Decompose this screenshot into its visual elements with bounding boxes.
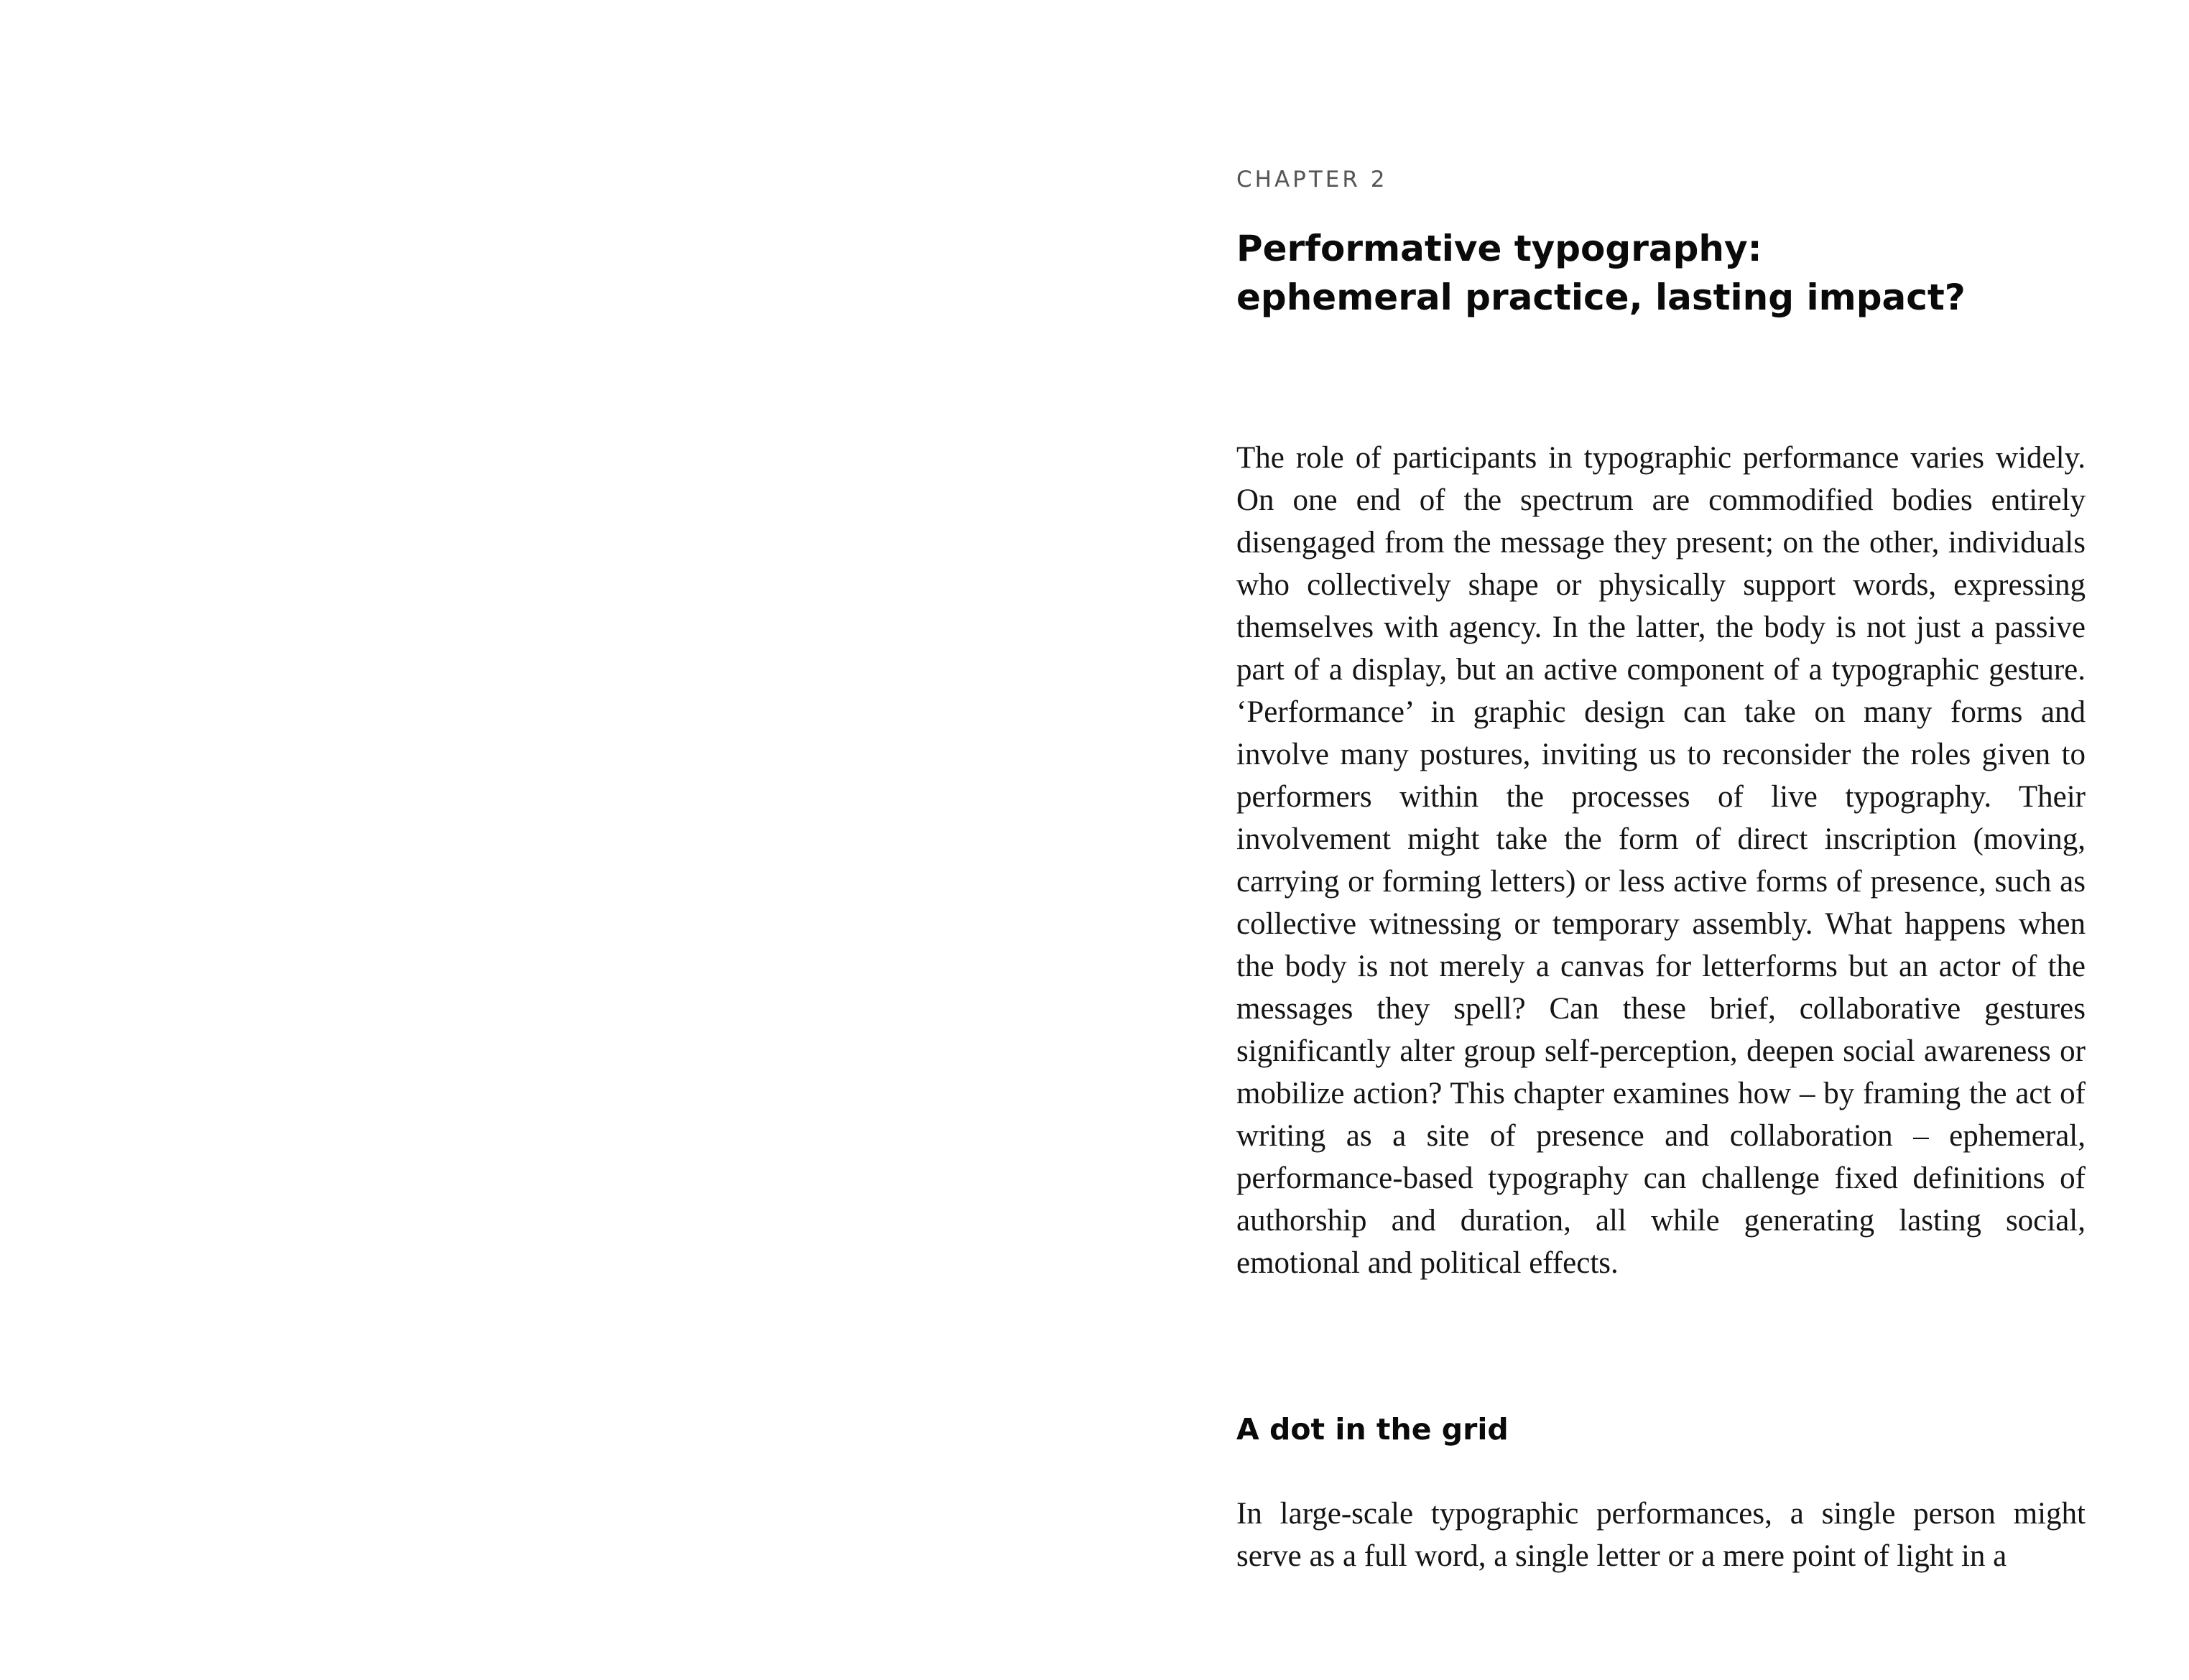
chapter-title-line-1: Performative typography: <box>1236 228 1762 269</box>
chapter-label: CHAPTER 2 <box>1236 167 1388 192</box>
right-page <box>1094 0 2189 1680</box>
section-paragraph: In large-scale typographic performances, a single person might serve as a full word, a single letter or a mere point of light in a <box>1236 1497 2086 1573</box>
chapter-title <box>1236 224 2086 322</box>
intro-paragraph: The role of participants in typographic performance varies widely. On one end of the spectrum are commodified bodies entirely disengaged from the message they present; on the other, individuals who collectively shape or physically support words, expressing themselves with agency. In the latter, the body is not just a passive part of a display, but an active component of a typographic gesture. ‘Performance’ in graphic design can take on many forms and involve many postures, inviting us to reconsider the roles given to performers within the processes of live typography. Their involvement might take the form of direct inscription (moving, carrying or forming letters) or less active forms of presence, such as collective witnessing or temporary assembly. What happens when the body is not merely a canvas for letterforms but an actor of the messages they spell? Can these brief, collaborative gestures significantly alter group self-perception, deepen social awareness or mobilize action? This chapter examines how – by framing the act of writing as a site of presence and collaboration – ephemeral, performance-based typography can challenge fixed definitions of authorship and duration, all while generating lasting social, emotional and political effects. <box>1236 441 2086 1280</box>
section-heading: A dot in the grid <box>1236 1412 1509 1447</box>
chapter-title-line-2: ephemeral practice, lasting impact? <box>1236 277 1966 318</box>
left-page-blank <box>0 0 1094 1680</box>
